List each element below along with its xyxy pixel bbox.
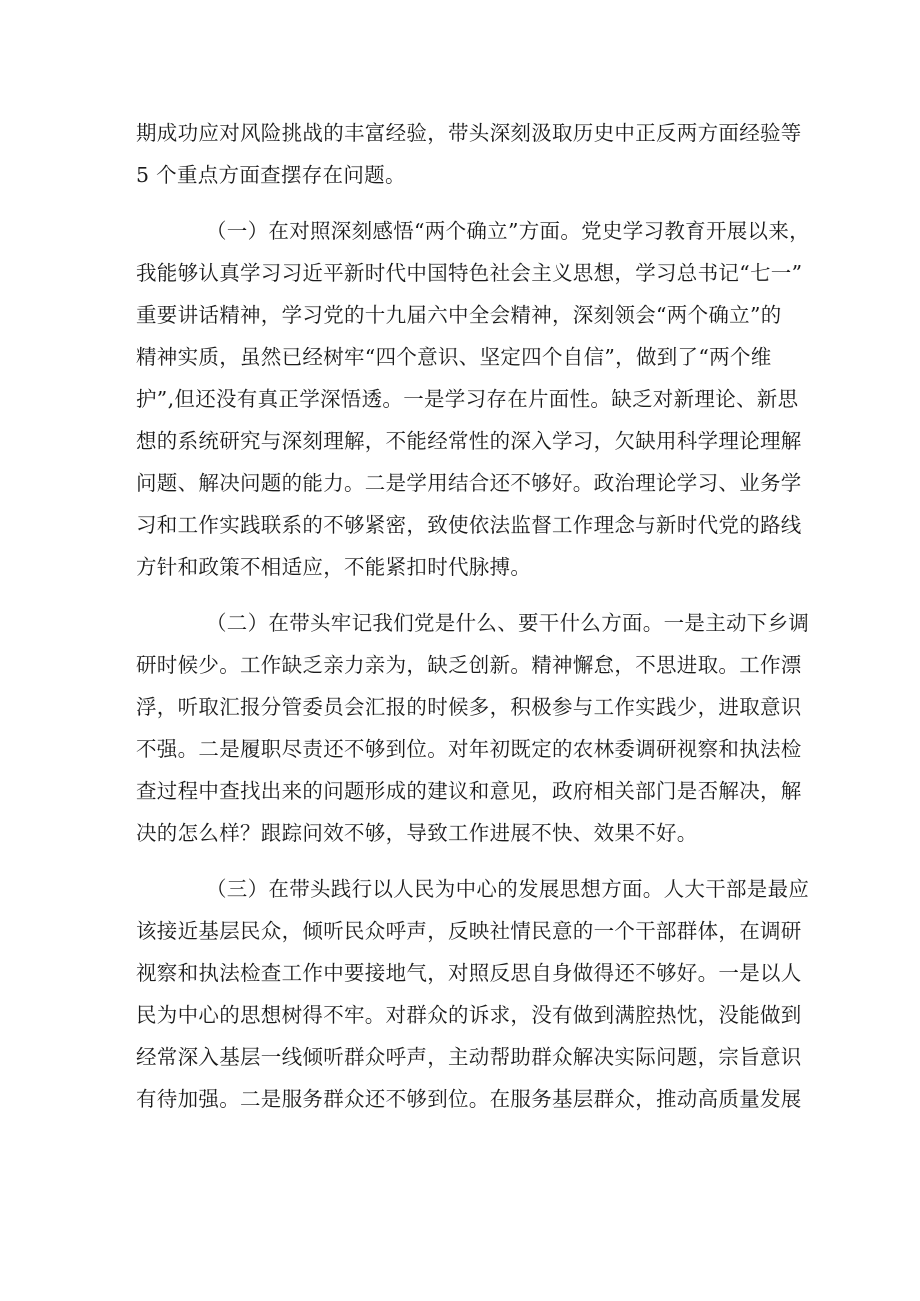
text-line: 浮，听取汇报分管委员会汇报的时候多，积极参与工作实践少，进取意识: [136, 695, 802, 719]
paragraph-section-1: [136, 210, 810, 588]
text-line: 重要讲话精神，学习党的十九届六中全会精神，深刻领会“两个确立”的: [136, 303, 782, 327]
text-line: 查过程中查找出来的问题形成的建议和意见，政府相关部门是否解决，解: [136, 779, 802, 803]
text-line: 护”,但还没有真正学深悟透。一是学习存在片面性。缺乏对新理论、新思: [136, 387, 799, 411]
text-line: 研时候少。工作缺乏亲力亲为，缺乏创新。精神懈怠，不思进取。工作漂: [136, 653, 802, 677]
text-line: 民为中心的思想树得不牢。对群众的诉求，没有做到满腔热忱，没能做到: [136, 1003, 802, 1027]
paragraph-section-2: [136, 602, 810, 854]
text-line: 我能够认真学习习近平新时代中国特色社会主义思想，学习总书记“七一”: [136, 261, 803, 285]
text-line: （一）在对照深刻感悟“两个确立”方面。党史学习教育开展以来，: [206, 219, 810, 243]
text-line: 决的怎么样？跟踪问效不够，导致工作进展不快、效果不好。: [136, 821, 698, 845]
text-line: 想的系统研究与深刻理解，不能经常性的深入学习，欠缺用科学理论理解: [136, 429, 802, 453]
text-line: 期成功应对风险挑战的丰富经验，带头深刻汲取历史中正反两方面经验等: [136, 121, 802, 145]
text-line: （二）在带头牢记我们党是什么、要干什么方面。一是主动下乡调: [206, 611, 810, 635]
text-line: （三）在带头践行以人民为中心的发展思想方面。人大干部是最应: [206, 877, 810, 901]
paragraph-intro: [136, 112, 802, 196]
paragraph-section-3: [136, 868, 810, 1120]
text-line: 精神实质，虽然已经树牢“四个意识、坚定四个自信”，做到了“两个维: [136, 345, 772, 369]
text-line: 5 个重点方面查摆存在问题。: [136, 163, 406, 187]
text-line: 方针和政策不相适应，不能紧扣时代脉搏。: [136, 555, 532, 579]
text-line: 问题、解决问题的能力。二是学用结合还不够好。政治理论学习、业务学: [136, 471, 802, 495]
text-line: 该接近基层民众，倾听民众呼声，反映社情民意的一个干部群体，在调研: [136, 919, 802, 943]
document-body: [136, 112, 810, 1120]
text-line: 视察和执法检查工作中要接地气，对照反思自身做得还不够好。一是以人: [136, 961, 802, 985]
text-line: 有待加强。二是服务群众还不够到位。在服务基层群众，推动高质量发展: [136, 1087, 802, 1111]
text-line: 不强。二是履职尽责还不够到位。对年初既定的农林委调研视察和执法检: [136, 737, 802, 761]
text-line: 经常深入基层一线倾听群众呼声，主动帮助群众解决实际问题，宗旨意识: [136, 1045, 802, 1069]
text-line: 习和工作实践联系的不够紧密，致使依法监督工作理念与新时代党的路线: [136, 513, 802, 537]
